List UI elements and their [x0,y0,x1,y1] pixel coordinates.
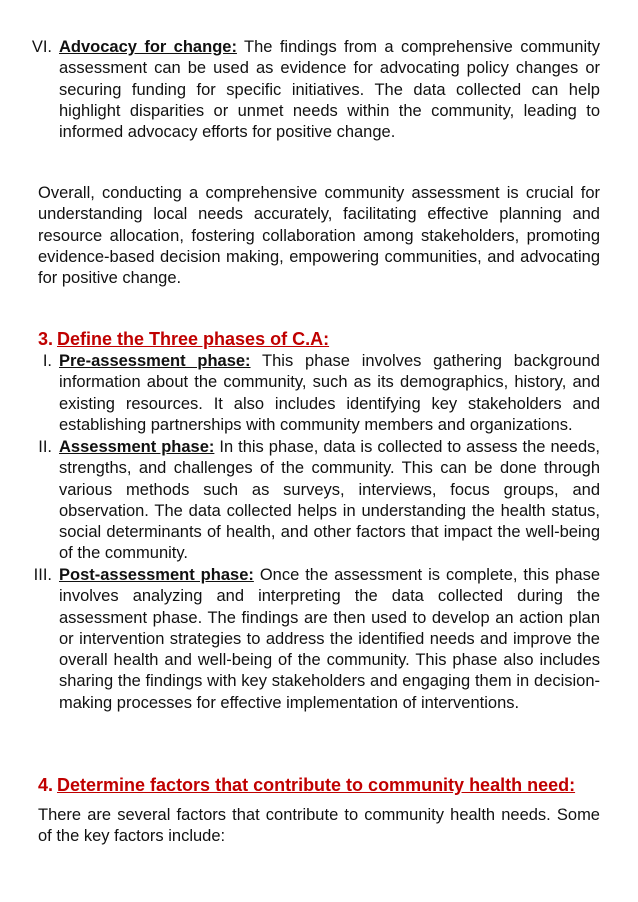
list-item-text: This phase involves gathering background information about the community, such as its demographics, history, and existing resources. It also includes identifying key stakeholders and establishing partnerships with community members and organizations. [59,352,600,434]
list-number: II. [38,438,52,456]
list-item-text: In this phase, data is collected to assess the needs, strengths, and challenges of the community. This can be done through various methods such as surveys, interviews, focus groups, and observation. The data collected helps in understanding the health status, social determinants of health, and other factors that impact the well-being of the community. [59,438,600,563]
list-item-label: Pre-assessment phase: [59,352,251,370]
list-item-label: Advocacy for change: [59,38,237,56]
section-4-intro: There are several factors that contribute to community health needs. Some of the key factors include: [38,806,600,846]
section-4-heading [38,774,618,796]
list-item-label: Post-assessment phase: [59,566,254,584]
list-item-label: Assessment phase: [59,438,215,456]
list-item-text: The findings from a comprehensive community assessment can be used as evidence for advocating policy changes or securing funding for specific initiatives. The data collected can help highlight disparities or unmet needs within the community, leading to informed advocacy efforts for positive change. [59,38,600,142]
list-number: III. [33,566,52,584]
overall-paragraph: Overall, conducting a comprehensive community assessment is crucial for understanding local needs accurately, facilitating effective planning and resource allocation, fostering collaboration among stakeholders, promoting evidence-based decision making, empowering communities, and advocating for positive change. [38,184,600,288]
section-3-heading [38,328,618,350]
list-number: VI. [31,38,52,56]
list-number: I. [42,352,52,370]
list-item-body [59,437,600,565]
section-3-title: Define the Three phases of C.A: [57,329,330,349]
list-item-text: Once the assessment is complete, this phase involves analyzing and interpreting the data collected during the assessment phase. The findings are then used to develop an action plan or intervention strategies to address the identified needs and improve the overall health and well-being of the community. This phase also includes sharing the findings with key stakeholders and engaging them in decision-making processes for effective implementation of interventions. [59,566,601,712]
section-4-number: 4. [38,775,54,795]
list-item-body [59,37,600,143]
section-3-number: 3. [38,329,54,349]
list-item-body [59,351,600,436]
section-4-title: Determine factors that contribute to community health need: [57,775,576,795]
list-item-body [59,565,600,714]
